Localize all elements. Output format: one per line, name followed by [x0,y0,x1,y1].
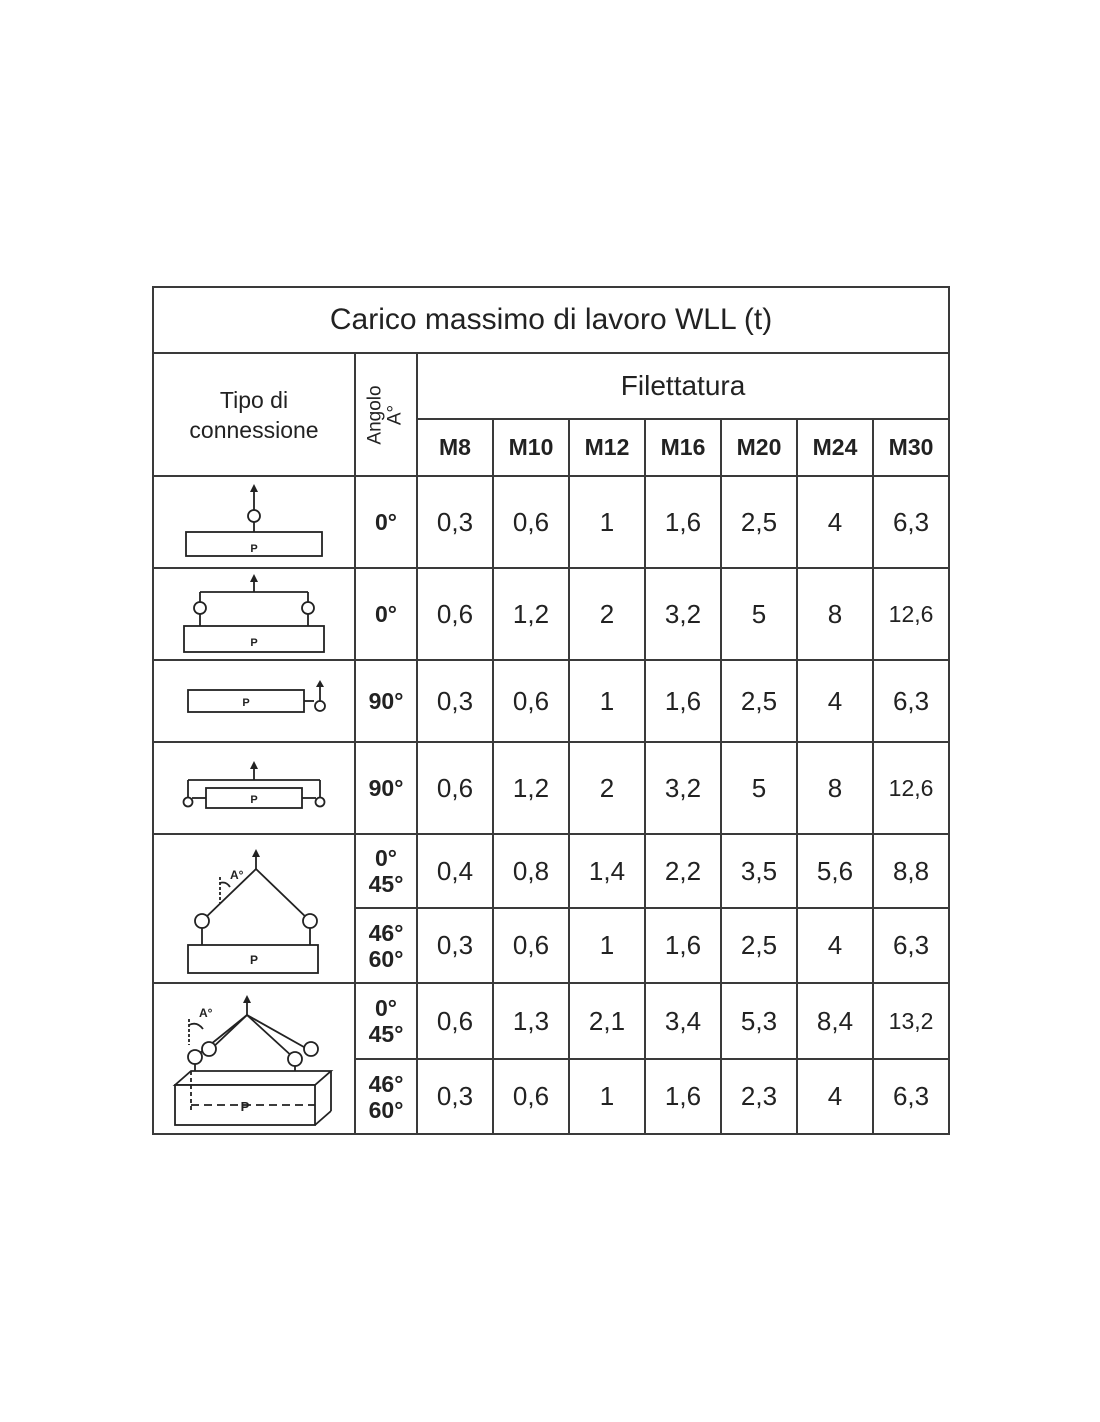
wll-value: 8 [797,742,873,834]
load-label: P [250,543,258,555]
angle-to: 60° [368,945,404,972]
diagram-single-side [153,660,355,742]
wll-value: 6,3 [873,908,949,983]
diagram-double-vertical [153,568,355,660]
wll-value: 1,2 [493,742,569,834]
wll-value: 2,3 [721,1059,797,1134]
wll-value: 2,1 [569,983,645,1059]
wll-value: 1,6 [645,660,721,742]
wll-value: 2,2 [645,834,721,908]
angle-label: A° [230,867,244,882]
wll-value: 5,3 [721,983,797,1059]
wll-value: 12,6 [873,742,949,834]
wll-value: 1 [569,908,645,983]
angle-from: 0° [375,845,397,871]
diagram-double-vertical-icon [174,572,334,656]
angle-from: 46° [368,919,404,946]
wll-value: 0,6 [493,476,569,568]
table-row [153,834,949,908]
wll-value: 2,5 [721,476,797,568]
table-row [153,742,949,834]
wll-value: 5 [721,568,797,660]
diagram-double-side [153,742,355,834]
load-label: P [240,1098,250,1114]
angle-header-text [366,385,406,444]
thread-header: M12 [569,419,645,476]
wll-value: 0,8 [493,834,569,908]
table-title: Carico massimo di lavoro WLL (t) [153,287,949,353]
angle-header [355,353,417,476]
wll-value: 1,4 [569,834,645,908]
wll-value: 1 [569,476,645,568]
wll-value: 0,6 [493,660,569,742]
wll-value: 1 [569,1059,645,1134]
diagram-four-leg-sling-icon [169,989,339,1129]
wll-value: 1,6 [645,476,721,568]
table-row [153,983,949,1059]
wll-value: 8,8 [873,834,949,908]
wll-value: 0,6 [493,1059,569,1134]
connection-type-header [153,353,355,476]
diagram-single-vertical-icon [174,482,334,562]
angle-range-cell [355,834,417,908]
wll-value: 3,2 [645,568,721,660]
angle-cell: 90° [355,660,417,742]
wll-value: 0,6 [493,908,569,983]
load-label: P [249,952,259,967]
angle-header-line1: Angolo [364,384,386,445]
wll-value: 13,2 [873,983,949,1059]
load-label: P [242,697,250,709]
wll-value: 6,3 [873,660,949,742]
load-label: P [250,794,258,806]
wll-value: 0,3 [417,1059,493,1134]
wll-value: 1 [569,660,645,742]
wll-value: 12,6 [873,568,949,660]
angle-to: 45° [368,1021,404,1047]
wll-value: 4 [797,1059,873,1134]
wll-value: 3,5 [721,834,797,908]
load-label: P [250,637,258,649]
wll-value: 2,5 [721,908,797,983]
wll-value: 4 [797,476,873,568]
connection-type-line1: Tipo di [219,386,289,413]
wll-value: 3,2 [645,742,721,834]
thread-header: M8 [417,419,493,476]
wll-value: 0,4 [417,834,493,908]
wll-value: 0,6 [417,983,493,1059]
angle-range-cell [355,908,417,983]
diagram-single-vertical [153,476,355,568]
thread-header: M10 [493,419,569,476]
diagram-four-leg-sling [153,983,355,1134]
table-row [153,568,949,660]
angle-cell: 90° [355,742,417,834]
wll-value: 6,3 [873,1059,949,1134]
angle-from: 46° [368,1070,404,1097]
wll-value: 5,6 [797,834,873,908]
angle-to: 60° [368,1096,404,1123]
thread-header: M24 [797,419,873,476]
wll-value: 2 [569,568,645,660]
angle-to: 45° [368,871,404,897]
angle-cell: 0° [355,568,417,660]
diagram-two-leg-sling-icon [174,841,334,977]
wll-value: 2,5 [721,660,797,742]
wll-value: 0,6 [417,568,493,660]
wll-table [152,286,950,1135]
wll-value: 8 [797,568,873,660]
wll-value: 3,4 [645,983,721,1059]
thread-header: M30 [873,419,949,476]
thread-header: M16 [645,419,721,476]
thread-header: M20 [721,419,797,476]
wll-value: 1,6 [645,908,721,983]
wll-value: 0,3 [417,908,493,983]
wll-value: 2 [569,742,645,834]
angle-cell: 0° [355,476,417,568]
wll-value: 1,3 [493,983,569,1059]
angle-header-line2: A° [384,404,406,425]
angle-range-cell [355,983,417,1059]
angle-label: A° [199,1005,213,1020]
wll-value: 5 [721,742,797,834]
angle-from: 0° [375,995,397,1021]
wll-value: 6,3 [873,476,949,568]
wll-value: 4 [797,908,873,983]
diagram-single-side-icon [174,676,334,726]
diagram-two-leg-sling [153,834,355,983]
wll-value: 1,6 [645,1059,721,1134]
wll-value: 8,4 [797,983,873,1059]
angle-range-cell [355,1059,417,1134]
table-row [153,476,949,568]
table-row [153,660,949,742]
wll-value: 0,6 [417,742,493,834]
wll-value: 0,3 [417,476,493,568]
wll-value: 4 [797,660,873,742]
threading-header: Filettatura [417,353,949,419]
wll-value: 0,3 [417,660,493,742]
connection-type-line2: connessione [189,416,319,443]
wll-value: 1,2 [493,568,569,660]
diagram-double-side-icon [174,758,334,818]
